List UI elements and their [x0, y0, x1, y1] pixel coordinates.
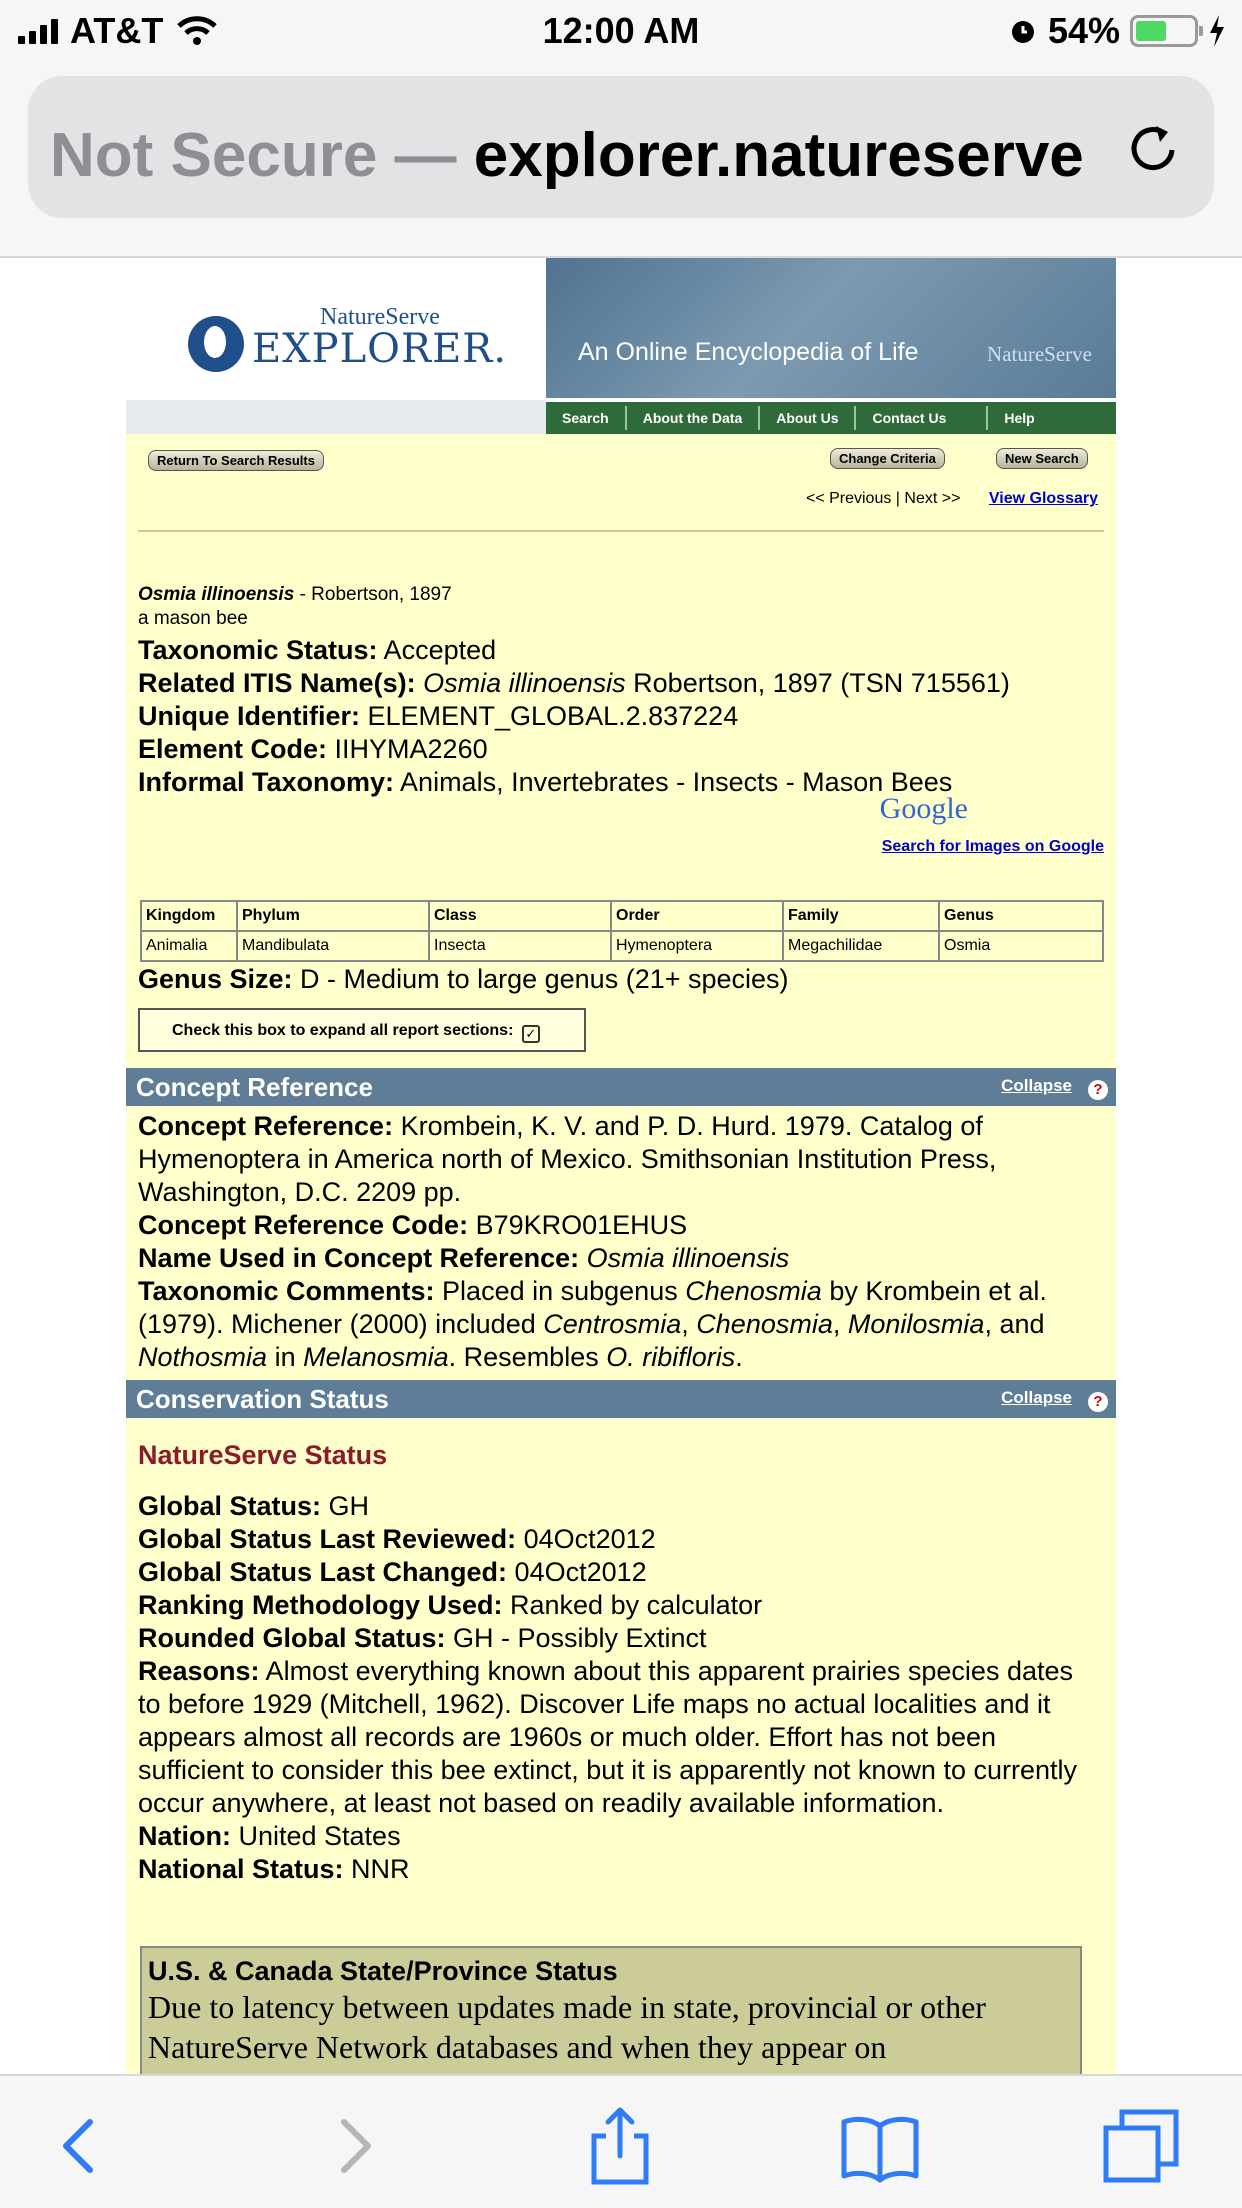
logo-band — [126, 400, 546, 434]
field-value: Osmia illinoensis — [579, 1243, 790, 1273]
bookmarks-icon[interactable] — [840, 2106, 920, 2186]
address-bar[interactable] — [28, 76, 1214, 218]
text: . Resembles — [448, 1342, 607, 1372]
field-label: Global Status Last Reviewed: — [138, 1524, 517, 1554]
battery-group — [1008, 10, 1226, 52]
conservation-status-body — [138, 1490, 1098, 1886]
field-value: 04Oct2012 — [507, 1557, 647, 1587]
field-label: Ranking Methodology Used: — [138, 1590, 503, 1620]
table-header-row — [141, 901, 1103, 931]
species-fields — [138, 634, 1010, 799]
share-icon[interactable] — [580, 2106, 660, 2186]
url-domain: explorer.natureserve — [473, 121, 1084, 190]
battery-icon — [1130, 15, 1198, 47]
field-value: GH — [321, 1491, 370, 1521]
return-to-results-button[interactable]: Return To Search Results — [148, 450, 324, 471]
field-label: Rounded Global Status: — [138, 1623, 446, 1653]
genus-size — [138, 964, 789, 995]
view-glossary-link[interactable]: View Glossary — [988, 490, 1098, 507]
text: in — [267, 1342, 304, 1372]
conservation-status-header[interactable] — [126, 1380, 1116, 1418]
table-cell: Insecta — [429, 931, 611, 961]
us-canada-status-box — [140, 1946, 1082, 2074]
field-label: National Status: — [138, 1854, 344, 1884]
concept-reference-header[interactable] — [126, 1068, 1116, 1106]
text: Chenosmia — [685, 1276, 822, 1306]
text: Monilosmia — [847, 1309, 985, 1339]
species-title — [138, 584, 452, 606]
field-label: Global Status Last Changed: — [138, 1557, 508, 1587]
species-author: - Robertson, 1897 — [294, 584, 452, 605]
new-search-button[interactable]: New Search — [996, 448, 1088, 469]
collapse-link[interactable]: Collapse — [1001, 1076, 1072, 1095]
concept-reference-body — [138, 1110, 1098, 1374]
section-title: Conservation Status — [136, 1384, 389, 1414]
table-cell: Hymenoptera — [611, 931, 783, 961]
charging-icon — [1208, 15, 1226, 47]
column-header: Class — [429, 901, 611, 931]
logo-natureserve-text: NatureServe — [320, 304, 440, 330]
field-row — [138, 1275, 1098, 1374]
field-label: Global Status: — [138, 1491, 322, 1521]
field-row — [138, 1490, 1098, 1523]
field-value: B79KRO01EHUS — [468, 1210, 688, 1240]
forward-icon[interactable] — [314, 2106, 394, 2186]
status-bar — [0, 0, 1242, 64]
field-row — [138, 1589, 1098, 1622]
field-label: Unique Identifier: — [138, 701, 360, 731]
field-label: Reasons: — [138, 1656, 260, 1686]
field-label: Name Used in Concept Reference: — [138, 1243, 580, 1273]
us-canada-status-text: Due to latency between updates made in state, provincial or other NatureServe Network databases and when they appear on — [148, 1989, 986, 2065]
column-header: Order — [611, 901, 783, 931]
field-row — [138, 1556, 1098, 1589]
field-row — [138, 1655, 1098, 1820]
field-row — [138, 1853, 1098, 1886]
text: , — [832, 1309, 848, 1339]
not-secure-label: Not Secure — — [50, 121, 457, 190]
reload-icon[interactable] — [1124, 118, 1184, 178]
google-logo — [880, 792, 968, 826]
divider — [138, 530, 1104, 532]
browser-toolbar — [0, 2074, 1242, 2208]
text: Chenosmia — [696, 1309, 833, 1339]
field-row — [138, 1820, 1098, 1853]
prev-next-links[interactable]: << Previous | Next >> — [805, 490, 961, 507]
field-row — [138, 1242, 1098, 1275]
genus-size-value: D - Medium to large genus (21+ species) — [292, 964, 789, 994]
site-logo[interactable] — [126, 258, 546, 400]
field-label: Related ITIS Name(s): — [138, 668, 416, 698]
field-value: IIHYMA2260 — [327, 734, 488, 764]
help-icon[interactable]: ? — [1088, 1392, 1108, 1412]
genus-size-label: Genus Size: — [138, 964, 293, 994]
clock: 12:00 AM — [542, 10, 700, 51]
field-value: ELEMENT_GLOBAL.2.837224 — [360, 701, 739, 731]
field-value: Krombein, K. V. and P. D. Hurd. 1979. Catalog of Hymenoptera in America north of Mexico. Smithsonian Institution Press, Washington, D.C. 2209 pp. — [138, 1111, 997, 1207]
tabs-icon[interactable] — [1102, 2106, 1182, 2186]
natureserve-status-subtitle: NatureServe Status — [138, 1440, 388, 1470]
column-header: Phylum — [237, 901, 429, 931]
field-label: Taxonomic Comments: — [138, 1276, 435, 1306]
common-name: a mason bee — [138, 608, 248, 629]
field-value: Almost everything known about this apparent prairies species dates to before 1929 (Mitchell, 1962). Discover Life maps no actual localities and it appears almost all records are 1960s or much older. Effort has not been sufficient to consider this bee extinct, but it is apparently not known to currently occur anywhere, at least not based on readily available information. — [138, 1656, 1078, 1818]
field-value: 04Oct2012 — [516, 1524, 656, 1554]
column-header: Genus — [939, 901, 1103, 931]
field-row — [138, 634, 1010, 667]
field-label: Taxonomic Status: — [138, 635, 378, 665]
table-cell: Mandibulata — [237, 931, 429, 961]
nav-help[interactable]: Help — [1004, 410, 1035, 426]
natureserve-logo-icon — [188, 316, 244, 372]
expand-all-box — [138, 1008, 586, 1052]
main-nav — [546, 402, 1116, 434]
field-value: NNR — [343, 1854, 410, 1884]
field-value: United States — [230, 1821, 401, 1851]
carrier-label: AT&T — [70, 10, 164, 51]
field-value: Robertson, 1897 (TSN 715561) — [625, 668, 1010, 698]
section-title: Concept Reference — [136, 1072, 373, 1102]
field-row — [138, 667, 1010, 700]
text: Nothosmia — [138, 1342, 268, 1372]
banner-brand: NatureServe — [987, 342, 1092, 366]
field-label: Informal Taxonomy: — [138, 767, 395, 797]
field-value-italic: Osmia illinoensis — [415, 668, 626, 698]
field-row — [138, 700, 1010, 733]
alarm-icon — [1008, 16, 1038, 46]
field-value: Ranked by calculator — [502, 1590, 763, 1620]
google-logo-text: Google — [879, 792, 968, 825]
url-text[interactable] — [50, 120, 1100, 191]
field-row — [138, 1110, 1098, 1209]
text: Placed in subgenus — [434, 1276, 686, 1306]
field-value: Animals, Invertebrates - Insects - Mason Bees — [394, 767, 953, 797]
field-row — [138, 1523, 1098, 1556]
field-label: Nation: — [138, 1821, 231, 1851]
logo-explorer-text: EXPLORER. — [252, 326, 508, 372]
nav-search[interactable]: Search — [546, 406, 627, 430]
nav-contact-us[interactable]: Contact Us — [856, 406, 988, 430]
taxonomy-table — [140, 900, 1104, 962]
text: by Krombein et al. (1979). Michener (2000) included — [138, 1276, 1047, 1339]
text: , and — [984, 1309, 1045, 1339]
field-label: Concept Reference: — [138, 1111, 394, 1141]
expand-all-checkbox[interactable]: ✓ — [522, 1025, 540, 1043]
column-header: Kingdom — [141, 901, 237, 931]
field-row — [138, 1209, 1098, 1242]
field-value: Accepted — [377, 635, 497, 665]
text: . — [735, 1342, 743, 1372]
web-page — [126, 258, 1116, 2074]
us-canada-status-title: U.S. & Canada State/Province Status — [148, 1956, 618, 1986]
banner-tagline: An Online Encyclopedia of Life — [578, 338, 919, 366]
site-header — [126, 258, 1116, 434]
google-images-link[interactable]: Search for Images on Google — [881, 838, 1104, 855]
browser-chrome — [0, 64, 1242, 258]
back-icon[interactable] — [40, 2106, 120, 2186]
field-label: Concept Reference Code: — [138, 1210, 469, 1240]
text: O. ribifloris — [606, 1342, 736, 1372]
table-row — [141, 931, 1103, 961]
field-value: GH - Possibly Extinct — [445, 1623, 707, 1653]
text: , — [681, 1309, 697, 1339]
table-cell: Megachilidae — [783, 931, 939, 961]
header-banner — [546, 258, 1116, 398]
text: Melanosmia — [303, 1342, 449, 1372]
nav-about-us[interactable]: About Us — [760, 406, 856, 430]
nav-about-data[interactable]: About the Data — [627, 406, 761, 430]
field-row — [138, 733, 1010, 766]
field-row — [138, 1622, 1098, 1655]
table-cell: Animalia — [141, 931, 237, 961]
column-header: Family — [783, 901, 939, 931]
expand-all-label: Check this box to expand all report sections: — [172, 1022, 514, 1039]
scientific-name: Osmia illinoensis — [138, 584, 295, 605]
field-label: Element Code: — [138, 734, 328, 764]
pager — [806, 490, 1098, 508]
battery-percent: 54% — [1047, 10, 1120, 51]
help-icon[interactable]: ? — [1088, 1080, 1108, 1100]
collapse-link[interactable]: Collapse — [1001, 1388, 1072, 1407]
change-criteria-button[interactable]: Change Criteria — [830, 448, 945, 469]
table-cell: Osmia — [939, 931, 1103, 961]
text: Centrosmia — [543, 1309, 682, 1339]
